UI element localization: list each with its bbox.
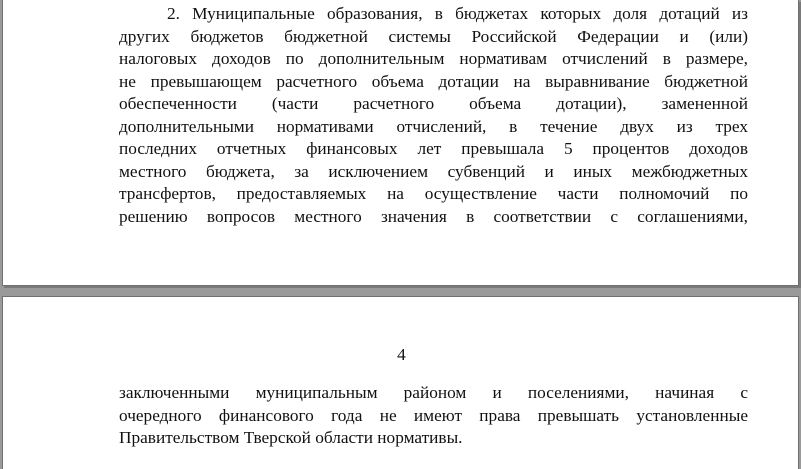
text-line: очередного финансового года не имеют права превышать установленные xyxy=(119,405,748,425)
page-number: 4 xyxy=(397,345,406,364)
document-page-3 xyxy=(2,0,799,286)
text-line: налоговых доходов по дополнительным нормативам отчислений в размере, xyxy=(119,49,748,68)
text-line: обеспеченности (части расчетного объема дотации), замененной xyxy=(119,94,748,113)
text-line: Правительством Тверской области нормативы. xyxy=(119,428,463,447)
text-line: не превышающем расчетного объема дотации на выравнивание бюджетной xyxy=(119,71,748,91)
text-line: трансфертов, предоставляемых на осуществление части полномочий по xyxy=(119,184,748,203)
text-line: других бюджетов бюджетной системы Российской Федерации и (или) xyxy=(119,26,748,46)
text-line: местного бюджета, за исключением субвенций и иных межбюджетных xyxy=(119,161,748,181)
document-page-4 xyxy=(2,296,799,469)
text-line: дополнительными нормативами отчислений, в течение двух из трех xyxy=(119,116,748,136)
text-line: 2. Муниципальные образования, в бюджетах которых доля дотаций из xyxy=(167,4,748,23)
text-line: последних отчетных финансовых лет превышала 5 процентов доходов xyxy=(119,139,748,158)
text-line: решению вопросов местного значения в соответствии с соглашениями, xyxy=(119,206,748,226)
text-line: заключенными муниципальным районом и поселениями, начиная с xyxy=(119,383,748,402)
